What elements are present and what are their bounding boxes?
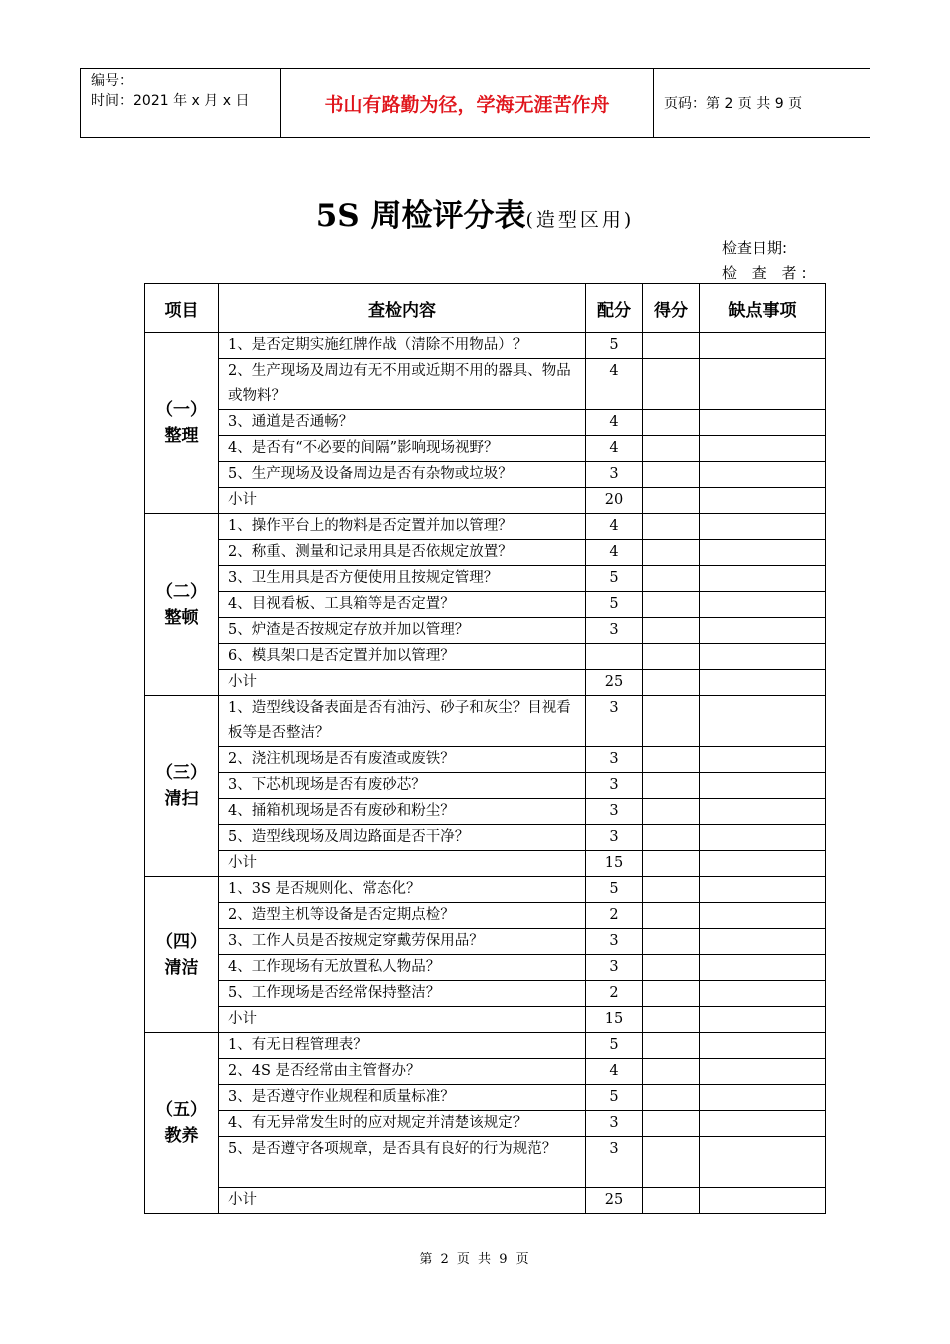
check-content-cell: 2、4S 是否经常由主管督办？ xyxy=(219,1059,586,1085)
table-row xyxy=(145,877,826,903)
table-body xyxy=(145,333,826,1214)
defect-notes-cell[interactable] xyxy=(700,773,826,799)
check-content-cell: 小计 xyxy=(219,670,586,696)
points-cell: 4 xyxy=(586,540,643,566)
points-cell: 5 xyxy=(586,877,643,903)
defect-notes-cell[interactable] xyxy=(700,488,826,514)
header-page-info: 页码：第 2 页 共 9 页 xyxy=(664,96,803,112)
score-entry-cell[interactable] xyxy=(643,592,700,618)
table-row xyxy=(145,1085,826,1111)
score-entry-cell[interactable] xyxy=(643,1033,700,1059)
check-content-cell: 4、是否有“不必要的间隔”影响现场视野？ xyxy=(219,436,586,462)
defect-notes-cell[interactable] xyxy=(700,877,826,903)
category-name: 整顿 xyxy=(164,607,199,628)
score-entry-cell[interactable] xyxy=(643,333,700,359)
table-row xyxy=(145,410,826,436)
points-cell xyxy=(586,644,643,670)
check-content-cell: 4、工作现场有无放置私人物品？ xyxy=(219,955,586,981)
check-content-cell: 5、造型线现场及周边路面是否干净？ xyxy=(219,825,586,851)
table-row xyxy=(145,436,826,462)
table-row xyxy=(145,566,826,592)
defect-notes-cell[interactable] xyxy=(700,1033,826,1059)
defect-notes-cell[interactable] xyxy=(700,1085,826,1111)
table-row xyxy=(145,670,826,696)
document-header xyxy=(80,68,870,138)
defect-notes-cell[interactable] xyxy=(700,514,826,540)
check-content-cell: 2、浇注机现场是否有废渣或废铁？ xyxy=(219,747,586,773)
score-entry-cell[interactable] xyxy=(643,540,700,566)
score-entry-cell[interactable] xyxy=(643,799,700,825)
table-row xyxy=(145,981,826,1007)
defect-notes-cell[interactable] xyxy=(700,1137,826,1188)
points-cell: 20 xyxy=(586,488,643,514)
category-number: （二） xyxy=(156,581,207,602)
table-row xyxy=(145,747,826,773)
defect-notes-cell[interactable] xyxy=(700,903,826,929)
check-content-cell: 4、目视看板、工具箱等是否定置？ xyxy=(219,592,586,618)
column-header: 查检内容 xyxy=(219,284,586,333)
table-row xyxy=(145,618,826,644)
table-row xyxy=(145,799,826,825)
category-name: 清扫 xyxy=(164,789,199,809)
points-cell: 5 xyxy=(586,333,643,359)
score-entry-cell[interactable] xyxy=(643,747,700,773)
category-number: （三） xyxy=(156,763,207,783)
table-row xyxy=(145,514,826,540)
points-cell: 4 xyxy=(586,410,643,436)
points-cell: 25 xyxy=(586,670,643,696)
points-cell: 3 xyxy=(586,955,643,981)
points-cell: 2 xyxy=(586,981,643,1007)
category-number: （四） xyxy=(156,931,207,952)
table-row xyxy=(145,592,826,618)
score-entry-cell[interactable] xyxy=(643,877,700,903)
number-label: 编号： xyxy=(91,73,133,89)
check-content-cell: 1、操作平台上的物料是否定置并加以管理？ xyxy=(219,514,586,540)
score-entry-cell[interactable] xyxy=(643,1085,700,1111)
table-row xyxy=(145,1059,826,1085)
score-entry-cell[interactable] xyxy=(643,955,700,981)
table-row xyxy=(145,696,826,747)
defect-notes-cell[interactable] xyxy=(700,540,826,566)
points-cell: 2 xyxy=(586,903,643,929)
table-row xyxy=(145,929,826,955)
defect-notes-cell[interactable] xyxy=(700,644,826,670)
page-title xyxy=(0,190,950,235)
table-row xyxy=(145,903,826,929)
points-cell: 3 xyxy=(586,825,643,851)
defect-notes-cell[interactable] xyxy=(700,851,826,877)
score-entry-cell[interactable] xyxy=(643,566,700,592)
score-entry-cell[interactable] xyxy=(643,644,700,670)
table-row xyxy=(145,1188,826,1214)
defect-notes-cell[interactable] xyxy=(700,462,826,488)
points-cell: 3 xyxy=(586,773,643,799)
category-cell xyxy=(145,877,219,1033)
score-entry-cell[interactable] xyxy=(643,514,700,540)
category-number: （五） xyxy=(156,1100,207,1120)
score-entry-cell[interactable] xyxy=(643,929,700,955)
points-cell: 4 xyxy=(586,359,643,410)
points-cell: 15 xyxy=(586,851,643,877)
table-row xyxy=(145,462,826,488)
defect-notes-cell[interactable] xyxy=(700,618,826,644)
defect-notes-cell[interactable] xyxy=(700,566,826,592)
points-cell: 3 xyxy=(586,618,643,644)
check-content-cell: 小计 xyxy=(219,488,586,514)
points-cell: 3 xyxy=(586,462,643,488)
check-content-cell: 2、生产现场及周边有无不用或近期不用的器具、物品或物料？ xyxy=(219,359,586,410)
table-row xyxy=(145,955,826,981)
points-cell: 3 xyxy=(586,1111,643,1137)
defect-notes-cell[interactable] xyxy=(700,929,826,955)
title-sub: (造型区用) xyxy=(525,209,635,231)
points-cell: 3 xyxy=(586,929,643,955)
check-content-cell: 1、是否定期实施红牌作战（清除不用物品）？ xyxy=(219,333,586,359)
check-content-cell: 1、3S 是否规则化、常态化？ xyxy=(219,877,586,903)
category-cell xyxy=(145,514,219,696)
header-info-cell xyxy=(80,69,281,137)
check-content-cell: 1、造型线设备表面是否有油污、砂子和灰尘？目视看板等是否整洁？ xyxy=(219,696,586,747)
check-content-cell: 小计 xyxy=(219,851,586,877)
score-entry-cell[interactable] xyxy=(643,1137,700,1188)
defect-notes-cell[interactable] xyxy=(700,1059,826,1085)
category-name: 教养 xyxy=(164,1126,199,1146)
points-cell: 5 xyxy=(586,1085,643,1111)
points-cell: 3 xyxy=(586,1137,643,1188)
score-entry-cell[interactable] xyxy=(643,410,700,436)
table-row xyxy=(145,1033,826,1059)
defect-notes-cell[interactable] xyxy=(700,696,826,747)
score-entry-cell[interactable] xyxy=(643,436,700,462)
column-header: 配分 xyxy=(586,284,643,333)
table-row xyxy=(145,1007,826,1033)
check-content-cell: 3、是否遵守作业规程和质量标准？ xyxy=(219,1085,586,1111)
score-entry-cell[interactable] xyxy=(643,488,700,514)
check-content-cell: 2、造型主机等设备是否定期点检？ xyxy=(219,903,586,929)
defect-notes-cell[interactable] xyxy=(700,592,826,618)
table-row xyxy=(145,333,826,359)
check-content-cell: 5、是否遵守各项规章，是否具有良好的行为规范？ xyxy=(219,1137,586,1188)
category-cell xyxy=(145,333,219,514)
score-entry-cell[interactable] xyxy=(643,462,700,488)
defect-notes-cell[interactable] xyxy=(700,747,826,773)
table-row xyxy=(145,488,826,514)
points-cell: 15 xyxy=(586,1007,643,1033)
score-entry-cell[interactable] xyxy=(643,1111,700,1137)
points-cell: 3 xyxy=(586,696,643,747)
category-cell xyxy=(145,696,219,877)
table-row xyxy=(145,540,826,566)
defect-notes-cell[interactable] xyxy=(700,825,826,851)
title-main: 5S 周检评分表 xyxy=(315,198,526,234)
points-cell: 4 xyxy=(586,1059,643,1085)
points-cell: 5 xyxy=(586,566,643,592)
score-entry-cell[interactable] xyxy=(643,618,700,644)
score-entry-cell[interactable] xyxy=(643,1188,700,1214)
defect-notes-cell[interactable] xyxy=(700,799,826,825)
category-name: 清洁 xyxy=(164,957,199,978)
inspector-label: 检 查 者: xyxy=(722,264,812,282)
check-content-cell: 6、模具架口是否定置并加以管理？ xyxy=(219,644,586,670)
points-cell: 5 xyxy=(586,1033,643,1059)
points-cell: 25 xyxy=(586,1188,643,1214)
inspection-date-label: 检查日期: xyxy=(722,239,788,257)
check-content-cell: 3、工作人员是否按规定穿戴劳保用品？ xyxy=(219,929,586,955)
defect-notes-cell[interactable] xyxy=(700,1111,826,1137)
check-content-cell: 5、生产现场及设备周边是否有杂物或垃圾？ xyxy=(219,462,586,488)
score-entry-cell[interactable] xyxy=(643,981,700,1007)
column-header: 项目 xyxy=(145,284,219,333)
table-row xyxy=(145,359,826,410)
points-cell: 4 xyxy=(586,436,643,462)
score-entry-cell[interactable] xyxy=(643,1059,700,1085)
defect-notes-cell[interactable] xyxy=(700,981,826,1007)
check-content-cell: 2、称重、测量和记录用具是否依规定放置？ xyxy=(219,540,586,566)
defect-notes-cell[interactable] xyxy=(700,333,826,359)
score-entry-cell[interactable] xyxy=(643,670,700,696)
score-entry-cell[interactable] xyxy=(643,773,700,799)
table-row xyxy=(145,851,826,877)
header-motto: 书山有路勤为径，学海无涯苦作舟 xyxy=(281,69,654,137)
check-content-cell: 4、有无异常发生时的应对规定并清楚该规定？ xyxy=(219,1111,586,1137)
table-row xyxy=(145,1111,826,1137)
defect-notes-cell[interactable] xyxy=(700,436,826,462)
table-row xyxy=(145,644,826,670)
page-footer: 第 2 页 共 9 页 xyxy=(419,1252,531,1267)
points-cell: 4 xyxy=(586,514,643,540)
check-content-cell: 4、捅箱机现场是否有废砂和粉尘？ xyxy=(219,799,586,825)
column-header: 缺点事项 xyxy=(700,284,826,333)
check-content-cell: 小计 xyxy=(219,1188,586,1214)
check-content-cell: 3、下芯机现场是否有废砂芯？ xyxy=(219,773,586,799)
table-header-row xyxy=(145,284,826,333)
defect-notes-cell[interactable] xyxy=(700,1007,826,1033)
category-name: 整理 xyxy=(164,426,199,446)
check-content-cell: 5、工作现场是否经常保持整洁？ xyxy=(219,981,586,1007)
score-entry-cell[interactable] xyxy=(643,903,700,929)
points-cell: 5 xyxy=(586,592,643,618)
points-cell: 3 xyxy=(586,799,643,825)
table-row xyxy=(145,773,826,799)
table-row xyxy=(145,825,826,851)
points-cell: 3 xyxy=(586,747,643,773)
defect-notes-cell[interactable] xyxy=(700,359,826,410)
score-entry-cell[interactable] xyxy=(643,1007,700,1033)
defect-notes-cell[interactable] xyxy=(700,1188,826,1214)
defect-notes-cell[interactable] xyxy=(700,955,826,981)
score-entry-cell[interactable] xyxy=(643,359,700,410)
score-table xyxy=(144,283,826,1214)
defect-notes-cell[interactable] xyxy=(700,670,826,696)
check-content-cell: 5、炉渣是否按规定存放并加以管理？ xyxy=(219,618,586,644)
time-label: 时间：2021 年 x 月 x 日 xyxy=(91,93,250,109)
table-row xyxy=(145,1137,826,1188)
score-entry-cell[interactable] xyxy=(643,696,700,747)
category-cell xyxy=(145,1033,219,1214)
defect-notes-cell[interactable] xyxy=(700,410,826,436)
check-content-cell: 3、卫生用具是否方便使用且按规定管理？ xyxy=(219,566,586,592)
category-number: （一） xyxy=(156,400,207,420)
check-content-cell: 1、有无日程管理表？ xyxy=(219,1033,586,1059)
score-entry-cell[interactable] xyxy=(643,825,700,851)
check-content-cell: 3、通道是否通畅？ xyxy=(219,410,586,436)
check-content-cell: 小计 xyxy=(219,1007,586,1033)
score-entry-cell[interactable] xyxy=(643,851,700,877)
column-header: 得分 xyxy=(643,284,700,333)
